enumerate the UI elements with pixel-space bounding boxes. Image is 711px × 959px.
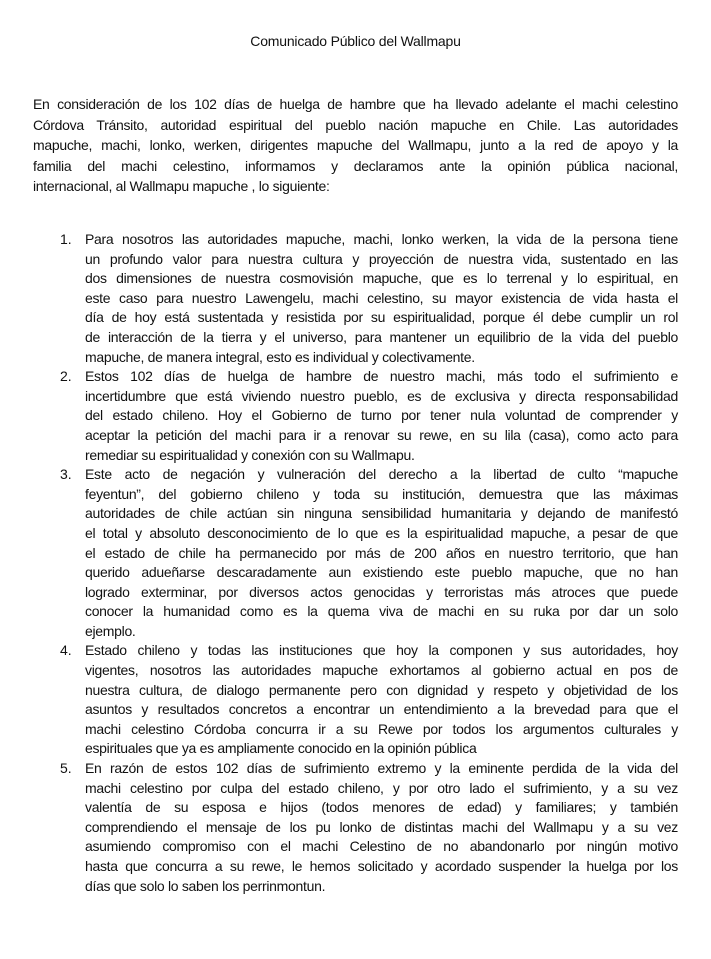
text-line: espirituales que ya es ampliamente conocido en la opinión pública bbox=[85, 740, 477, 757]
document-title: Comunicado Público del Wallmapu bbox=[250, 33, 461, 49]
text-line: ejemplo. bbox=[85, 622, 136, 639]
numbered-list bbox=[33, 230, 678, 896]
text-line: valentía de su esposa e hijos (todos menores de edad) y familiares; y también bbox=[85, 799, 678, 816]
text-line: mapuche, de manera integral, esto es individual y colectivamente. bbox=[85, 348, 475, 365]
text-line: Estado chileno y todas las instituciones que hoy la componen y sus autoridades, hoy bbox=[85, 642, 678, 659]
text-line: familia del machi celestino, informamos y declaramos ante la opinión pública nacional, bbox=[33, 157, 678, 174]
intro-paragraph bbox=[33, 94, 678, 197]
text-line: feyentun”, del gobierno chileno y toda su institución, demuestra que las máximas bbox=[85, 485, 678, 502]
text-line: En consideración de los 102 días de huelga de hambre que ha llevado adelante el machi celestino bbox=[33, 96, 678, 112]
list-number: 5. bbox=[60, 760, 72, 777]
text-line: hasta que concurra a su rewe, le hemos solicitado y acordado suspender la huelga por los bbox=[85, 858, 678, 874]
text-line: comprendiendo el mensaje de los pu lonko de distintas machi del Wallmapu y a su vez bbox=[85, 818, 678, 835]
text-line: asuntos y resultados concretos a encontrar un entendimiento a la brevedad para que el bbox=[85, 701, 678, 718]
text-line: mapuche, machi, lonko, werken, dirigentes mapuche del Wallmapu, junto a la red de apoyo y la bbox=[33, 137, 678, 153]
list-item bbox=[33, 230, 678, 367]
text-line: asumiendo compromiso con el machi Celestino de no abandonarlo por ningún motivo bbox=[85, 838, 678, 855]
text-line: aceptar la petición del machi para ir a renovar su rewe, en su lila (casa), como acto para bbox=[85, 426, 678, 443]
text-line: día de hoy está sustentada y resistida por su espiritualidad, porque él debe cumplir un rol bbox=[85, 309, 678, 326]
list-item bbox=[33, 641, 678, 759]
text-line: del estado chileno. Hoy el Gobierno de turno por tener nula voluntad de comprender y bbox=[85, 407, 678, 424]
text-line: Estos 102 días de huelga de hambre de nuestro machi, más todo el sufrimiento e bbox=[85, 368, 678, 385]
text-line: nuestra cultura, de dialogo permanente pero con dignidad y respeto y objetividad de los bbox=[85, 681, 678, 698]
text-line: remediar su espiritualidad y conexión con su Wallmapu. bbox=[85, 446, 415, 463]
text-line: Este acto de negación y vulneración del derecho a la libertad de culto “mapuche bbox=[85, 466, 678, 483]
text-line: este caso para nuestro Lawengelu, machi celestino, su mayor existencia de vida hasta el bbox=[85, 289, 678, 306]
text-line: machi celestino Córdoba concurra ir a su Rewe por todos los argumentos culturales y bbox=[85, 720, 678, 737]
text-line: Para nosotros las autoridades mapuche, machi, lonko werken, la vida de la persona tiene bbox=[85, 231, 678, 247]
text-line: el total y absoluto desconocimiento de lo que es la espiritualidad mapuche, a pesar de que bbox=[85, 524, 678, 541]
list-number: 1. bbox=[60, 231, 72, 247]
text-line: de interacción de la tierra y el universo, para mantener un equilibrio de la vida del pueblo bbox=[85, 328, 678, 345]
text-line: días que solo lo saben los perrinmontun. bbox=[85, 877, 326, 894]
text-line: machi celestino por culpa del estado chileno, y por otro lado el sufrimiento, y a su vez bbox=[85, 779, 678, 796]
list-item bbox=[33, 367, 678, 465]
text-line: logrado exterminar, por diversos actos genocidas y terroristas más atroces que puede bbox=[85, 583, 678, 600]
text-line: el estado de chile ha permanecido por más de 200 años en nuestro territorio, que han bbox=[85, 544, 678, 561]
list-number: 3. bbox=[60, 466, 72, 483]
text-line: En razón de estos 102 días de sufrimiento extremo y la eminente perdida de la vida del bbox=[85, 760, 678, 777]
text-line: internacional, al Wallmapu mapuche , lo siguiente: bbox=[33, 178, 330, 194]
list-item bbox=[33, 759, 678, 896]
text-line: conocer la humanidad como es la quema viva de machi en su ruka por dar un solo bbox=[85, 603, 678, 620]
text-line: incertidumbre que está viviendo nuestro pueblo, es de exclusiva y directa responsabilidad bbox=[85, 387, 678, 404]
text-line: dos dimensiones de nuestra cosmovisión mapuche, que es lo terrenal y lo espiritual, en bbox=[85, 270, 678, 287]
text-line: autoridades de chile actúan sin ninguna sensibilidad humanitaria y dejando de manifestó bbox=[85, 505, 678, 522]
list-number: 2. bbox=[60, 368, 72, 385]
text-line: un profundo valor para nuestra cultura y proyección de nuestra vida, sustentado en las bbox=[85, 250, 678, 267]
list-number: 4. bbox=[60, 642, 72, 659]
text-line: Córdova Tránsito, autoridad espiritual del pueblo nación mapuche en Chile. Las autoridades bbox=[33, 116, 678, 133]
text-line: querido adueñarse descaradamente aun existiendo este pueblo mapuche, que no han bbox=[85, 564, 678, 581]
list-item bbox=[33, 465, 678, 641]
text-line: vigentes, nosotros las autoridades mapuche exhortamos al gobierno actual en pos de bbox=[85, 662, 678, 679]
